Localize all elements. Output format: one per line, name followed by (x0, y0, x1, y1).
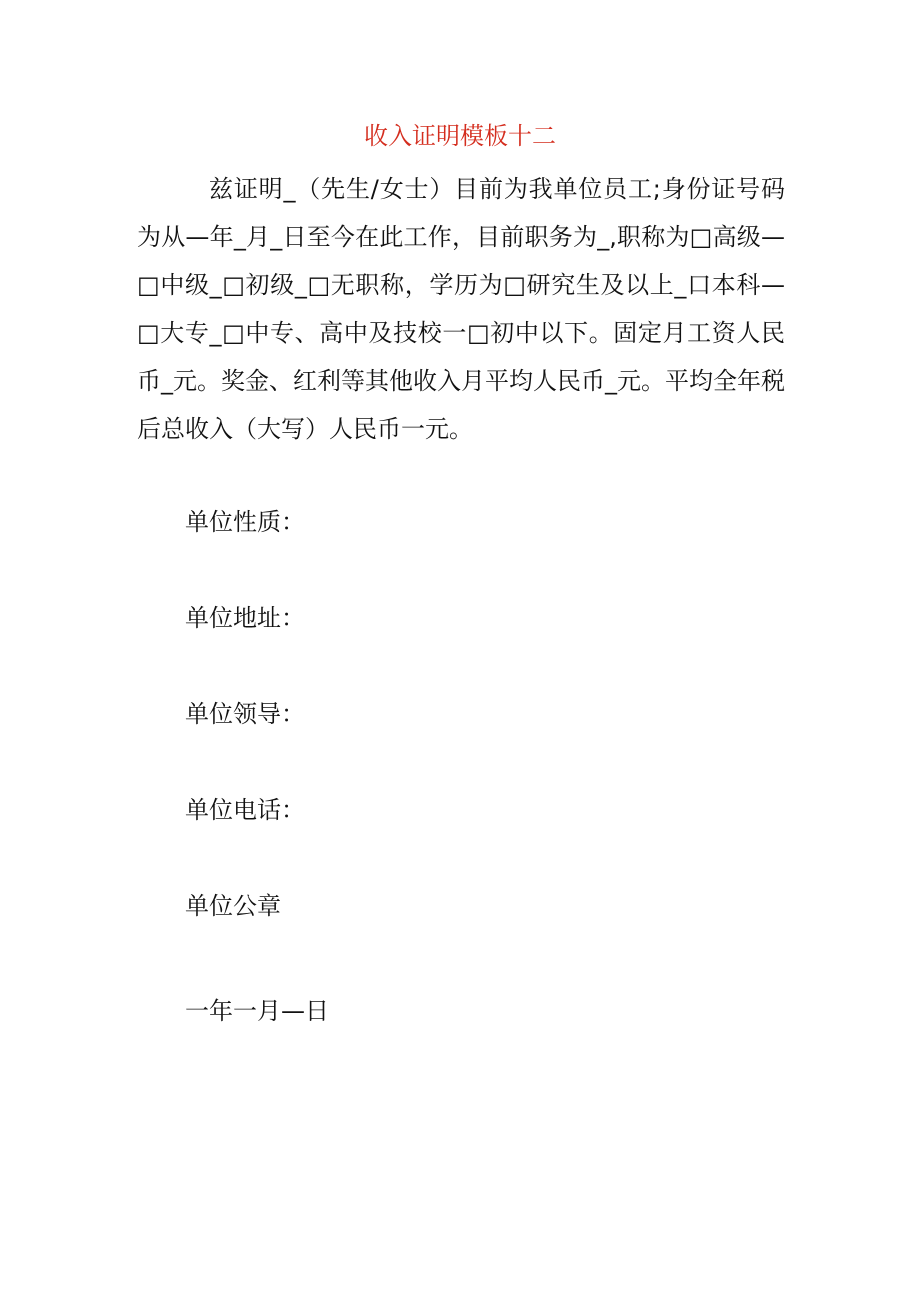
unit-address-label: 单位地址： (185, 604, 305, 632)
date-line: 一年一月—日 (185, 997, 329, 1025)
unit-leader-label: 单位领导： (185, 700, 305, 728)
certificate-body-paragraph: 兹证明_（先生/女士）目前为我单位员工;身份证号码为从—年_月_日至今在此工作，目前职务为_,职称为□高级—□中级_□初级_□无职称，学历为□研究生及以上_口本科—□大专_□中专、高中及技校一□初中以下。固定月工资人民币_元。奖金、红利等其他收入月平均人民币_元。平均全年税后总收入（大写）人民币一元。 (137, 175, 785, 443)
unit-seal-label: 单位公章 (185, 892, 281, 920)
document-title: 收入证明模板十二 (364, 122, 556, 150)
unit-phone-label: 单位电话： (185, 796, 305, 824)
unit-nature-label: 单位性质： (185, 508, 305, 536)
